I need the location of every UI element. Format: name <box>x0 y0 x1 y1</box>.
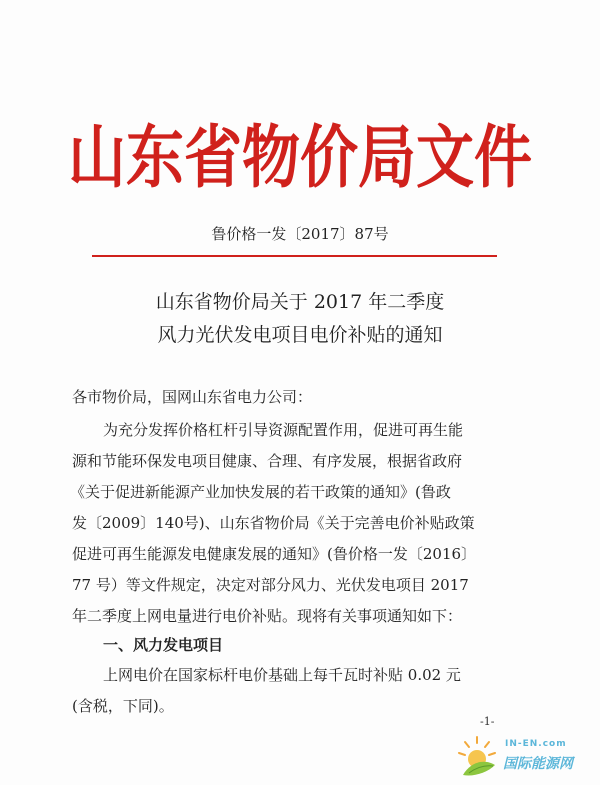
notice-title-line-1: 山东省物价局关于 2017 年二季度 <box>155 291 445 313</box>
red-divider-line <box>92 255 497 257</box>
sun-leaf-logo-icon <box>455 735 503 780</box>
paragraph-line: 发〔2009〕140号)、山东省物价局《关于完善电价补贴政策 <box>72 514 475 532</box>
salutation: 各市物价局，国网山东省电力公司： <box>72 388 313 406</box>
paragraph-line: 77 号）等文件规定，决定对部分风力、光伏发电项目 2017 <box>72 576 469 594</box>
paragraph-line: 为充分发挥价格杠杆引导资源配置作用，促进可再生能 <box>103 421 464 439</box>
document-number: 鲁价格一发〔2017〕87号 <box>211 225 389 243</box>
section-line: (含税，下同)。 <box>72 697 174 715</box>
watermark <box>455 735 595 780</box>
paragraph-line: 促进可再生能源发电健康发展的通知》(鲁价格一发〔2016〕 <box>72 545 477 563</box>
page-number: -1- <box>480 715 495 728</box>
watermark-name: 国际能源网 <box>503 756 573 772</box>
paragraph-line: 年二季度上网电量进行电价补贴。现将有关事项通知如下： <box>72 607 463 625</box>
watermark-domain: IN-EN.com <box>505 739 567 749</box>
issuer-header-title: 山东省物价局文件 <box>67 117 532 198</box>
paragraph-line: 《关于促进新能源产业加快发展的若干政策的通知》(鲁政 <box>70 483 451 501</box>
section-line: 上网电价在国家标杆电价基础上每千瓦时补贴 0.02 元 <box>103 666 461 684</box>
paragraph-line: 源和节能环保发电项目健康、合理、有序发展，根据省政府 <box>72 452 463 470</box>
section-heading-wind: 一、风力发电项目 <box>103 636 224 654</box>
notice-title-line-2: 风力光伏发电项目电价补贴的通知 <box>157 324 443 346</box>
